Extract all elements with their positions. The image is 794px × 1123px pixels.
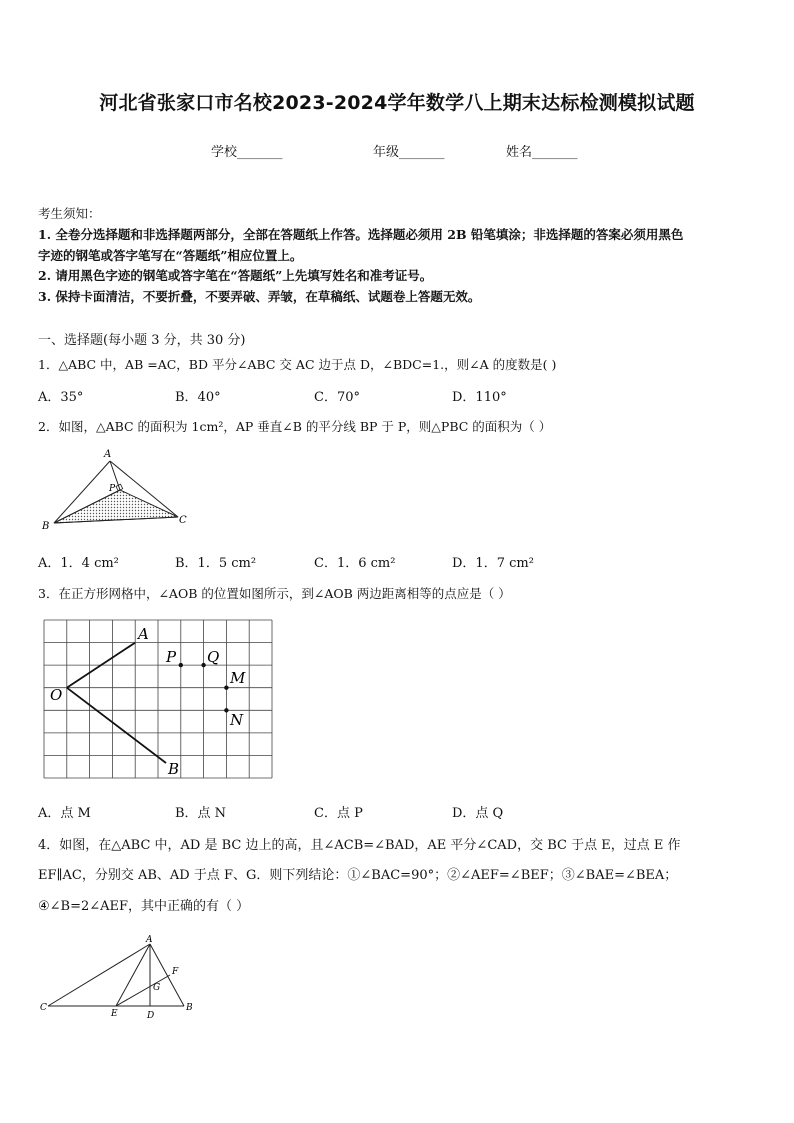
label-g: G (153, 983, 161, 993)
q2-option-c: C．1．6 cm² (314, 556, 396, 571)
label-p: P (109, 484, 116, 494)
label-q: Q (207, 648, 220, 666)
name-field: 姓名_______ (506, 145, 578, 160)
label-a: A (138, 625, 149, 643)
question-3-stem: 3．在正方形网格中，∠AOB 的位置如图所示，到∠AOB 两边距离相等的点应是（ ） (38, 586, 511, 601)
ray-ob (67, 688, 166, 763)
label-o: O (50, 686, 63, 704)
notice-item-1-line-1: 1. 全卷分选择题和非选择题两部分，全部在答题纸上作答。选择题必须用 2B 铅笔填涂；非选择题的答案必须用黑色 (38, 227, 684, 242)
q1-option-a: A．35° (38, 390, 84, 405)
q2-option-b: B．1．5 cm² (175, 556, 257, 571)
q3-grid-figure (38, 612, 278, 788)
point-n (224, 708, 228, 712)
q2-option-a: A．1．4 cm² (38, 556, 119, 571)
notice-heading: 考生须知： (38, 206, 101, 221)
label-c: C (179, 515, 187, 526)
grade-field: 年级_______ (373, 145, 445, 160)
label-b: B (42, 521, 50, 532)
label-m: M (230, 669, 246, 687)
label-b: B (186, 1003, 193, 1013)
label-n: N (230, 711, 244, 729)
point-q (201, 663, 205, 667)
label-c: C (40, 1003, 47, 1013)
q2-triangle-figure (38, 443, 198, 533)
q1-option-b: B．40° (175, 390, 221, 405)
label-d: D (147, 1011, 155, 1021)
section-heading: 一、选择题(每小题 3 分，共 30 分) (38, 333, 246, 348)
q3-option-d: D．点 Q (452, 806, 504, 821)
point-m (224, 686, 228, 690)
question-1-stem: 1．△ABC 中，AB =AC，BD 平分∠ABC 交 AC 边于点 D，∠BDC=1.，则∠A 的度数是( ) (38, 357, 557, 372)
school-field: 学校_______ (211, 145, 283, 160)
notice-item-3: 3. 保持卡面清洁，不要折叠，不要弄破、弄皱，在草稿纸、试题卷上答题无效。 (38, 289, 481, 304)
q3-option-c: C．点 P (314, 806, 363, 821)
label-p: P (166, 648, 177, 666)
label-f: F (172, 967, 179, 977)
side-ab (150, 944, 184, 1006)
question-2-stem: 2．如图，△ABC 的面积为 1cm²，AP 垂直∠B 的平分线 BP 于 P，则△PBC 的面积为（ ） (38, 419, 552, 434)
notice-item-2: 2. 请用黑色字迹的钢笔或答字笔在“答题纸”上先填写姓名和准考证号。 (38, 268, 433, 283)
label-e: E (111, 1009, 118, 1019)
question-4-line-3: ④∠B=2∠AEF，其中正确的有（ ） (38, 899, 250, 914)
notice-item-1-line-2: 字迹的钢笔或答字笔写在“答题纸”相应位置上。 (38, 248, 303, 263)
page-title: 河北省张家口市名校2023-2024学年数学八上期末达标检测模拟试题 (99, 92, 695, 114)
q4-triangle-figure (38, 934, 208, 1024)
q3-option-b: B．点 N (175, 806, 227, 821)
side-ca (48, 944, 150, 1006)
question-4-line-2: EF∥AC，分别交 AB、AD 于点 F、G．则下列结论：①∠BAC=90°；②∠AEF=∠BEF；③∠BAE=∠BEA； (38, 868, 678, 883)
point-p (179, 663, 183, 667)
q1-option-d: D．110° (452, 390, 507, 405)
question-4-line-1: 4．如图，在△ABC 中，AD 是 BC 边上的高，且∠ACB=∠BAD，AE 平分∠CAD，交 BC 于点 E，过点 E 作 (38, 838, 681, 853)
label-b: B (168, 760, 180, 778)
q3-option-a: A．点 M (38, 806, 91, 821)
label-a: A (104, 449, 112, 460)
q1-option-c: C．70° (314, 390, 360, 405)
q2-option-d: D．1．7 cm² (452, 556, 534, 571)
square-grid (44, 620, 272, 778)
label-a: A (146, 935, 153, 945)
